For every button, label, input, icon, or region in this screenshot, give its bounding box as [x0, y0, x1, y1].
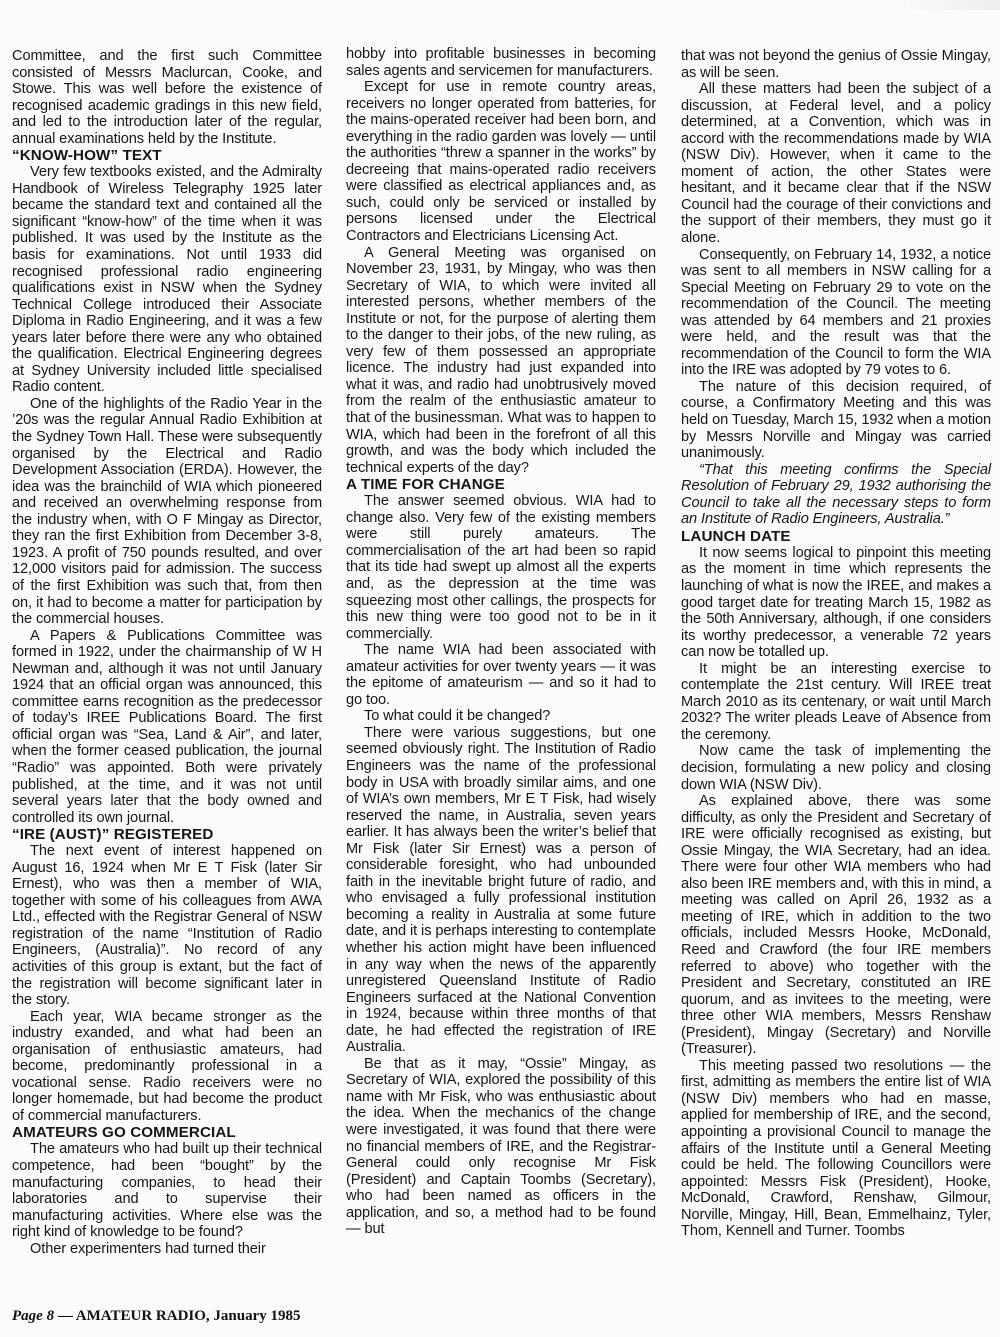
column-1	[12, 48, 322, 1257]
paragraph: Be that as it may, “Ossie” Mingay, as Secretary of WIA, explored the possibility of this name with Mr Fisk, who was enthusiastic about the idea. When the mechanics of the change were investigated, it was found that there were no financial members of IRE, and the Registrar-General could only recognise Mr Fisk (President) and Captain Toombs (Secretary), who had been named as officers in the application, and so, a method had to be found — but	[346, 1055, 656, 1238]
section-heading: “KNOW-HOW” TEXT	[12, 147, 162, 165]
paragraph: The amateurs who had built up their technical competence, had been “bought” by the manufacturing companies, to head their laboratories and to supervise their manufacturing activities. Where else was the right kind of knowledge to be found?	[12, 1141, 322, 1241]
paragraph: A Papers & Publications Committee was formed in 1922, under the chairmanship of W H Newman and, although it was not until January 1924 that an official organ was announced, this committee earns recognition as the predecessor of today’s IREE Publications Board. The first official organ was “Sea, Land & Air”, and later, when the former ceased publication, the journal “Radio” was appointed. Both were privately published, at the time, and it was not until several years later that the body owned and controlled its own journal.	[12, 627, 322, 826]
quoted-resolution: “That this meeting confirms the Special Resolution of February 29, 1932 authorising the Council to take all the necessary steps to form an Institute of Radio Engineers, Australia.”	[681, 461, 991, 528]
paragraph: Each year, WIA became stronger as the industry exanded, and what had been an organisation of enthusiastic amateurs, had become, predominantly professional in a vocational sense. Radio receivers were no longer homemade, but had become the product of commercial manufacturers.	[12, 1008, 322, 1124]
paragraph: All these matters had been the subject of a discussion, at Federal level, and a policy determined, at a Convention, which was in accord with the recommendations made by WIA (NSW Div). However, when it came to the moment of action, the other States were hesitant, and it became clear that if the NSW Council had the courage of their convictions and the support of their members, they must go it alone.	[681, 81, 991, 247]
paragraph: Except for use in remote country areas, receivers no longer operated from batteries, for the mains-operated receiver had been born, and everything in the radio garden was lovely — until the authorities “threw a spanner in the works” by decreeing that mains-operated radio receivers were classified as electrical appliances and, as such, could only be serviced or installed by persons licensed under the Electrical Contractors and Electricians Licensing Act.	[346, 79, 656, 245]
paragraph: Now came the task of implementing the decision, formulating a new policy and closing down WIA (NSW Div).	[681, 743, 991, 793]
paragraph: As explained above, there was some difficulty, as only the President and Secretary of IRE were officially recognised as existing, but Ossie Mingay, the WIA Secretary, had an idea. There were four other WIA members who had also been IRE members and, with this in mind, a meeting was called on April 26, 1932 as a meeting of IRE, which in addition to the two officials, included Messrs Hooke, McDonald, Reed and Crawford (the four IRE members referred to above) who together with the President and Secretary, constituted an IRE quorum, and as invitees to the meeting, were three other WIA members, Messrs Renshaw (President), Mingay (Secretary) and Norville (Treasurer).	[681, 793, 991, 1058]
paragraph: One of the highlights of the Radio Year in the ’20s was the regular Annual Radio Exhibition at the Sydney Town Hall. These were subsequently organised by the Electrical and Radio Development Association (ERDA). However, the idea was the brainchild of WIA which pioneered and received an overwhelming response from the industry when, with O F Mingay as Director, they ran the first Exhibition from December 3-8, 1923. A profit of 750 pounds resulted, and over 12,000 visitors paid for admission. The success of the first Exhibition was such that, from then on, it had to become a matter for participation by the commercial houses.	[12, 395, 322, 628]
scan-shadow	[890, 0, 1000, 10]
page-footer	[12, 1308, 301, 1325]
paragraph: A General Meeting was organised on November 23, 1931, by Mingay, who was then Secretary of WIA, to which were invited all interested persons, whether members of the Institute or not, for the purpose of alerting them to the danger to their jobs, of the new ruling, as very few of them possessed an appropriate licence. The industry had just expanded into what it was, and radio had unobtrusively moved from the realm of the enthusiastic amateur to that of the businessman. What was to happen to WIA, which had been in the forefront of all this growth, and was the body which included the technical experts of the day?	[346, 244, 656, 476]
footer-magazine-title: AMATEUR RADIO,	[75, 1308, 210, 1324]
paragraph: Very few textbooks existed, and the Admiralty Handbook of Wireless Telegraphy 1925 later became the standard text and contained all the significant “know-how” of the time when it was published. It was used by the Institute as the basis for examinations. Not until 1933 did recognised professional radio engineering qualifications exist in NSW when the Sydney Technical College introduced their Associate Diploma in Radio Engineering, and it was a few years later before there were any who obtained the qualification. Electrical Engineering degrees at Sydney University included little specialised Radio content.	[12, 164, 322, 396]
footer-date: January 1985	[209, 1308, 301, 1324]
paragraph: The answer seemed obvious. WIA had to change also. Very few of the existing members were still purely amateurs. The commercialisation of the art had been so rapid that its tide had swept up almost all the experts and, as the depression at the time was squeezing most other callings, the prospects for this new thing were too good not to be in it commercially.	[346, 493, 656, 642]
paragraph: hobby into profitable businesses in becoming sales agents and servicemen for manufacturers.	[346, 46, 656, 79]
paragraph: The next event of interest happened on August 16, 1924 when Mr E T Fisk (later Sir Ernest), who was then a member of WIA, together with some of his colleagues from AWA Ltd., effected with the Registrar General of NSW registration of the name “Institution of Radio Engineers, (Australia)”. No record of any activities of this group is extant, but the fact of the registration will become significant later in the story.	[12, 843, 322, 1009]
paragraph: Other experimenters had turned their	[30, 1240, 266, 1257]
paragraph: The name WIA had been associated with amateur activities for over twenty years — it was the epitome of amateurism — and so it had to go too.	[346, 642, 656, 708]
section-heading: “IRE (AUST)” REGISTERED	[12, 826, 214, 844]
section-heading: A TIME FOR CHANGE	[346, 476, 505, 494]
section-heading: AMATEURS GO COMMERCIAL	[12, 1124, 236, 1142]
column-3	[681, 48, 991, 1240]
section-heading: LAUNCH DATE	[681, 527, 791, 545]
footer-separator: —	[54, 1308, 76, 1324]
footer-page-number: Page 8	[12, 1308, 55, 1324]
paragraph: To what could it be changed?	[364, 708, 551, 725]
paragraph: that was not beyond the genius of Ossie Mingay, as will be seen.	[681, 48, 991, 81]
paragraph: Committee, and the first such Committee consisted of Messrs Maclurcan, Cooke, and Stowe. This was well before the existence of recognised academic gradings in this new field, and led to the introduction later of the regular, annual examinations held by the Institute.	[12, 48, 322, 147]
paragraph: There were various suggestions, but one seemed obviously right. The Institution of Radio Engineers was the name of the professional body in USA with broadly similar aims, and one of WIA’s own members, Mr E T Fisk, had wisely reserved the name, in Australia, seven years earlier. It has always been the writer’s belief that Mr Fisk (later Sir Ernest) was a person of considerable foresight, who had unbounded faith in the inevitable bright future of radio, and who envisaged a fully professional institution becoming a reality in Australia at some future date, and it is perhaps interesting to contemplate whether his action might have been influenced in any way when the news of the apparently unregistered Queensland Institute of Radio Engineers surfaced at the National Convention in 1924, because within three months of that date, he had effected the registration of IRE Australia.	[346, 724, 656, 1056]
paragraph: It might be an interesting exercise to contemplate the 21st century. Will IREE treat March 2010 as its centenary, or wait until March 2032? The writer pleads Leave of Absence from the ceremony.	[681, 660, 991, 743]
paragraph: The nature of this decision required, of course, a Confirmatory Meeting and this was held on Tuesday, March 15, 1932 when a motion by Messrs Norville and Mingay was carried unanimously.	[681, 378, 992, 462]
paragraph: Consequently, on February 14, 1932, a notice was sent to all members in NSW calling for a Special Meeting on February 29 to vote on the recommendation of the Council. The meeting was attended by 64 members and 21 proxies were held, and the result was that the recommendation of the Council to form the WIA into the IRE was adopted by 79 votes to 6.	[681, 246, 991, 379]
paragraph: It now seems logical to pinpoint this meeting as the moment in time which represents the launching of what is now the IREE, and makes a good target date for treating March 15, 1982 as the 50th Anniversary, although, if one considers its worthy predecessor, a venerable 72 years can now be totalled up.	[681, 544, 991, 661]
paragraph: This meeting passed two resolutions — the first, admitting as members the entire list of WIA (NSW Div) members who had en masse, applied for membership of IRE, and the second, appointing a provisional Council to manage the affairs of the Institute until a General Meeting could be held. The following Councillors were appointed: Messrs Fisk (President), Hooke, McDonald, Crawford, Renshaw, Gilmour, Norville, Mingay, Hill, Bean, Emmelhainz, Tyler, Thom, Kennell and Turner. Toombs	[681, 1057, 991, 1240]
column-2	[346, 46, 656, 1238]
